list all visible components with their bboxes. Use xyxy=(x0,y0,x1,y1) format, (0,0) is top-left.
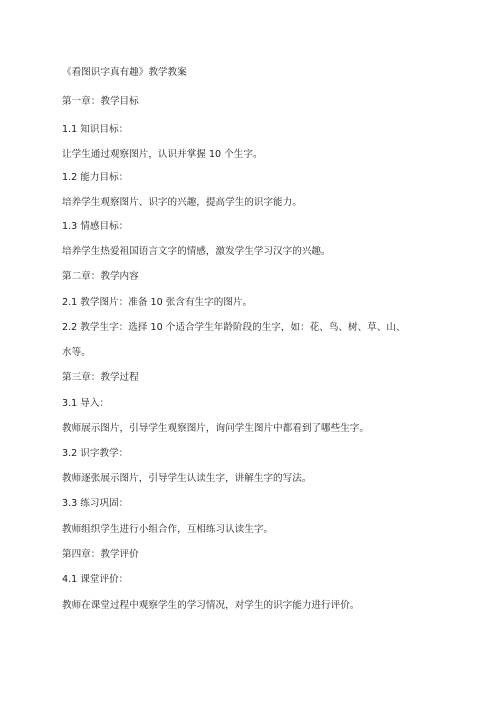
section-4-1-text: 教师在课堂过程中观察学生的学习情况，对学生的识字能力进行评价。 xyxy=(62,600,360,611)
section-2-2-text-line1: 2.2 教学生字：选择 10 个适合学生年龄阶段的生字，如：花、鸟、树、草、山、 xyxy=(62,322,406,333)
section-1-2-heading: 1.2 能力目标： xyxy=(62,172,129,183)
section-1-3-text: 培养学生热爱祖国语言文字的情感，激发学生学习汉字的兴趣。 xyxy=(62,246,331,257)
chapter-1-heading: 第一章：教学目标 xyxy=(62,96,139,107)
chapter-3-heading: 第三章：教学过程 xyxy=(62,372,139,383)
section-2-2-text-line2: 水等。 xyxy=(62,347,91,358)
section-1-2-text: 培养学生观察图片、识字的兴趣，提高学生的识字能力。 xyxy=(62,197,302,208)
section-4-1-heading: 4.1 课堂评价： xyxy=(62,574,129,585)
section-3-3-text: 教师组织学生进行小组合作，互相练习认读生字。 xyxy=(62,524,274,535)
section-1-3-heading: 1.3 情感目标： xyxy=(62,221,129,232)
document-title: 《看图识字真有趣》教学教案 xyxy=(62,67,187,78)
section-1-1-text: 让学生通过观察图片，认识并掌握 10 个生字。 xyxy=(62,149,263,160)
section-2-1-text: 2.1 教学图片：准备 10 张含有生字的图片。 xyxy=(62,297,253,308)
section-3-3-heading: 3.3 练习巩固： xyxy=(62,498,129,509)
section-1-1-heading: 1.1 知识目标： xyxy=(62,124,129,135)
chapter-2-heading: 第二章：教学内容 xyxy=(62,271,139,282)
section-3-2-text: 教师逐张展示图片，引导学生认读生字，讲解生字的写法。 xyxy=(62,473,312,484)
section-3-2-heading: 3.2 识字教学： xyxy=(62,448,129,459)
chapter-4-heading: 第四章：教学评价 xyxy=(62,549,139,560)
section-3-1-heading: 3.1 导入： xyxy=(62,398,110,409)
section-3-1-text: 教师展示图片，引导学生观察图片，询问学生图片中都看到了哪些生字。 xyxy=(62,423,369,434)
